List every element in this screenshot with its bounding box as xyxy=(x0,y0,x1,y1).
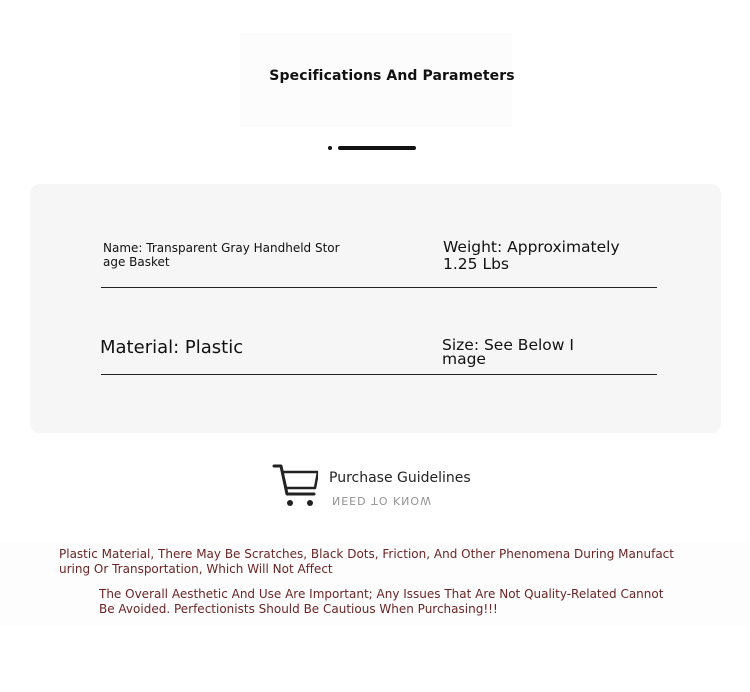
guidelines-label: Purchase Guidelines xyxy=(329,470,471,486)
divider-bar xyxy=(338,146,416,150)
spec-name: Name: Transparent Gray Handheld Storage Basket xyxy=(103,241,340,269)
spec-weight: Weight: Approximately 1.25 Lbs xyxy=(443,238,620,273)
divider-dot xyxy=(328,146,332,150)
notice-text: The Overall Aesthetic And Use Are Important; Any Issues That Are Not Quality-Related Cannot Be Avoided. Perfectionists Should Be Cautious When Purchasing!!! xyxy=(99,587,664,616)
spec-material: Material: Plastic xyxy=(100,337,244,358)
spec-row-divider xyxy=(101,287,657,288)
page-title: Specifications And Parameters xyxy=(269,68,515,84)
shopping-cart-icon xyxy=(272,462,320,510)
spec-size: Size: See Below Image xyxy=(442,336,574,368)
guidelines-watermark: NEED TO KNOW xyxy=(332,494,432,507)
spec-row-divider xyxy=(101,374,657,375)
specifications-card xyxy=(30,184,721,433)
notice-text: Plastic Material, There May Be Scratches, Black Dots, Friction, And Other Phenomena During Manufacturing Or Transportation, Which Will Not Affect xyxy=(59,547,674,576)
